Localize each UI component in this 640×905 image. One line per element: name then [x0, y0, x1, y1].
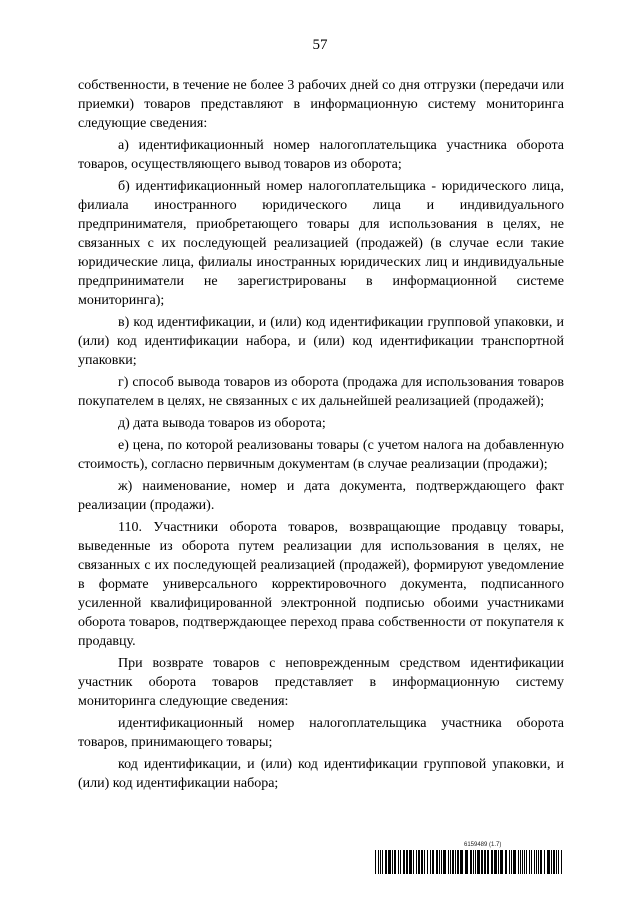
- paragraph-item-d: д) дата вывода товаров из оборота;: [118, 416, 326, 431]
- page-number: 57: [312, 37, 328, 53]
- barcode-image: [375, 850, 565, 874]
- paragraph-identification-code: код идентификации, и (или) код идентификации групповой упаковки, и (или) код идентификации набора;: [78, 757, 564, 791]
- paragraph-item-v: в) код идентификации, и (или) код идентификации групповой упаковки, и (или) код идентификации набора, и (или) код идентификации транспортной упаковки;: [78, 315, 564, 368]
- document-body: [78, 76, 564, 796]
- paragraph-taxpayer-id: идентификационный номер налогоплательщика участника оборота товаров, принимающего товары;: [78, 716, 564, 750]
- paragraph-item-zh: ж) наименование, номер и дата документа, подтверждающего факт реализации (продажи).: [78, 479, 564, 513]
- document-code: 6159489 (1.7): [464, 842, 502, 848]
- paragraph-item-g: г) способ вывода товаров из оборота (продажа для использования товаров покупателем в целях, не связанных с их дальнейшей реализацией (продажей);: [78, 375, 564, 409]
- paragraph-continuation: собственности, в течение не более 3 рабочих дней со дня отгрузки (передачи или приемки) товаров представляют в информационную систему мониторинга следующие сведения:: [78, 78, 564, 131]
- paragraph-clause-110: 110. Участники оборота товаров, возвращающие продавцу товары, выведенные из оборота путем реализации для использования в целях, не связанных с их последующей реализацией (продажей), формируют уведомление в формате универсального корректировочного документа, подписанного усиленной квалифицированной электронной подписью обоими участниками оборота товаров, подтверждающее переход права собственности от покупателя к продавцу.: [78, 520, 564, 649]
- paragraph-item-e: е) цена, по которой реализованы товары (с учетом налога на добавленную стоимость), согласно первичным документам (в случае реализации (продажи);: [78, 438, 564, 472]
- paragraph-item-b: б) идентификационный номер налогоплательщика - юридического лица, филиала иностранного юридического лица и индивидуального предпринимателя, приобретающего товары для использования в целях, не связанных с их последующей реализацией (продажей) (в случае если такие юридические лица, филиалы иностранных юридических лиц и индивидуальные предприниматели не зарегистрированы в информационной системе мониторинга);: [78, 179, 564, 308]
- paragraph-item-a: а) идентификационный номер налогоплательщика участника оборота товаров, осуществляющего вывод товаров из оборота;: [78, 138, 564, 172]
- paragraph-return-goods: При возврате товаров с неповрежденным средством идентификации участник оборота товаров представляет в информационную систему мониторинга следующие сведения:: [78, 656, 564, 709]
